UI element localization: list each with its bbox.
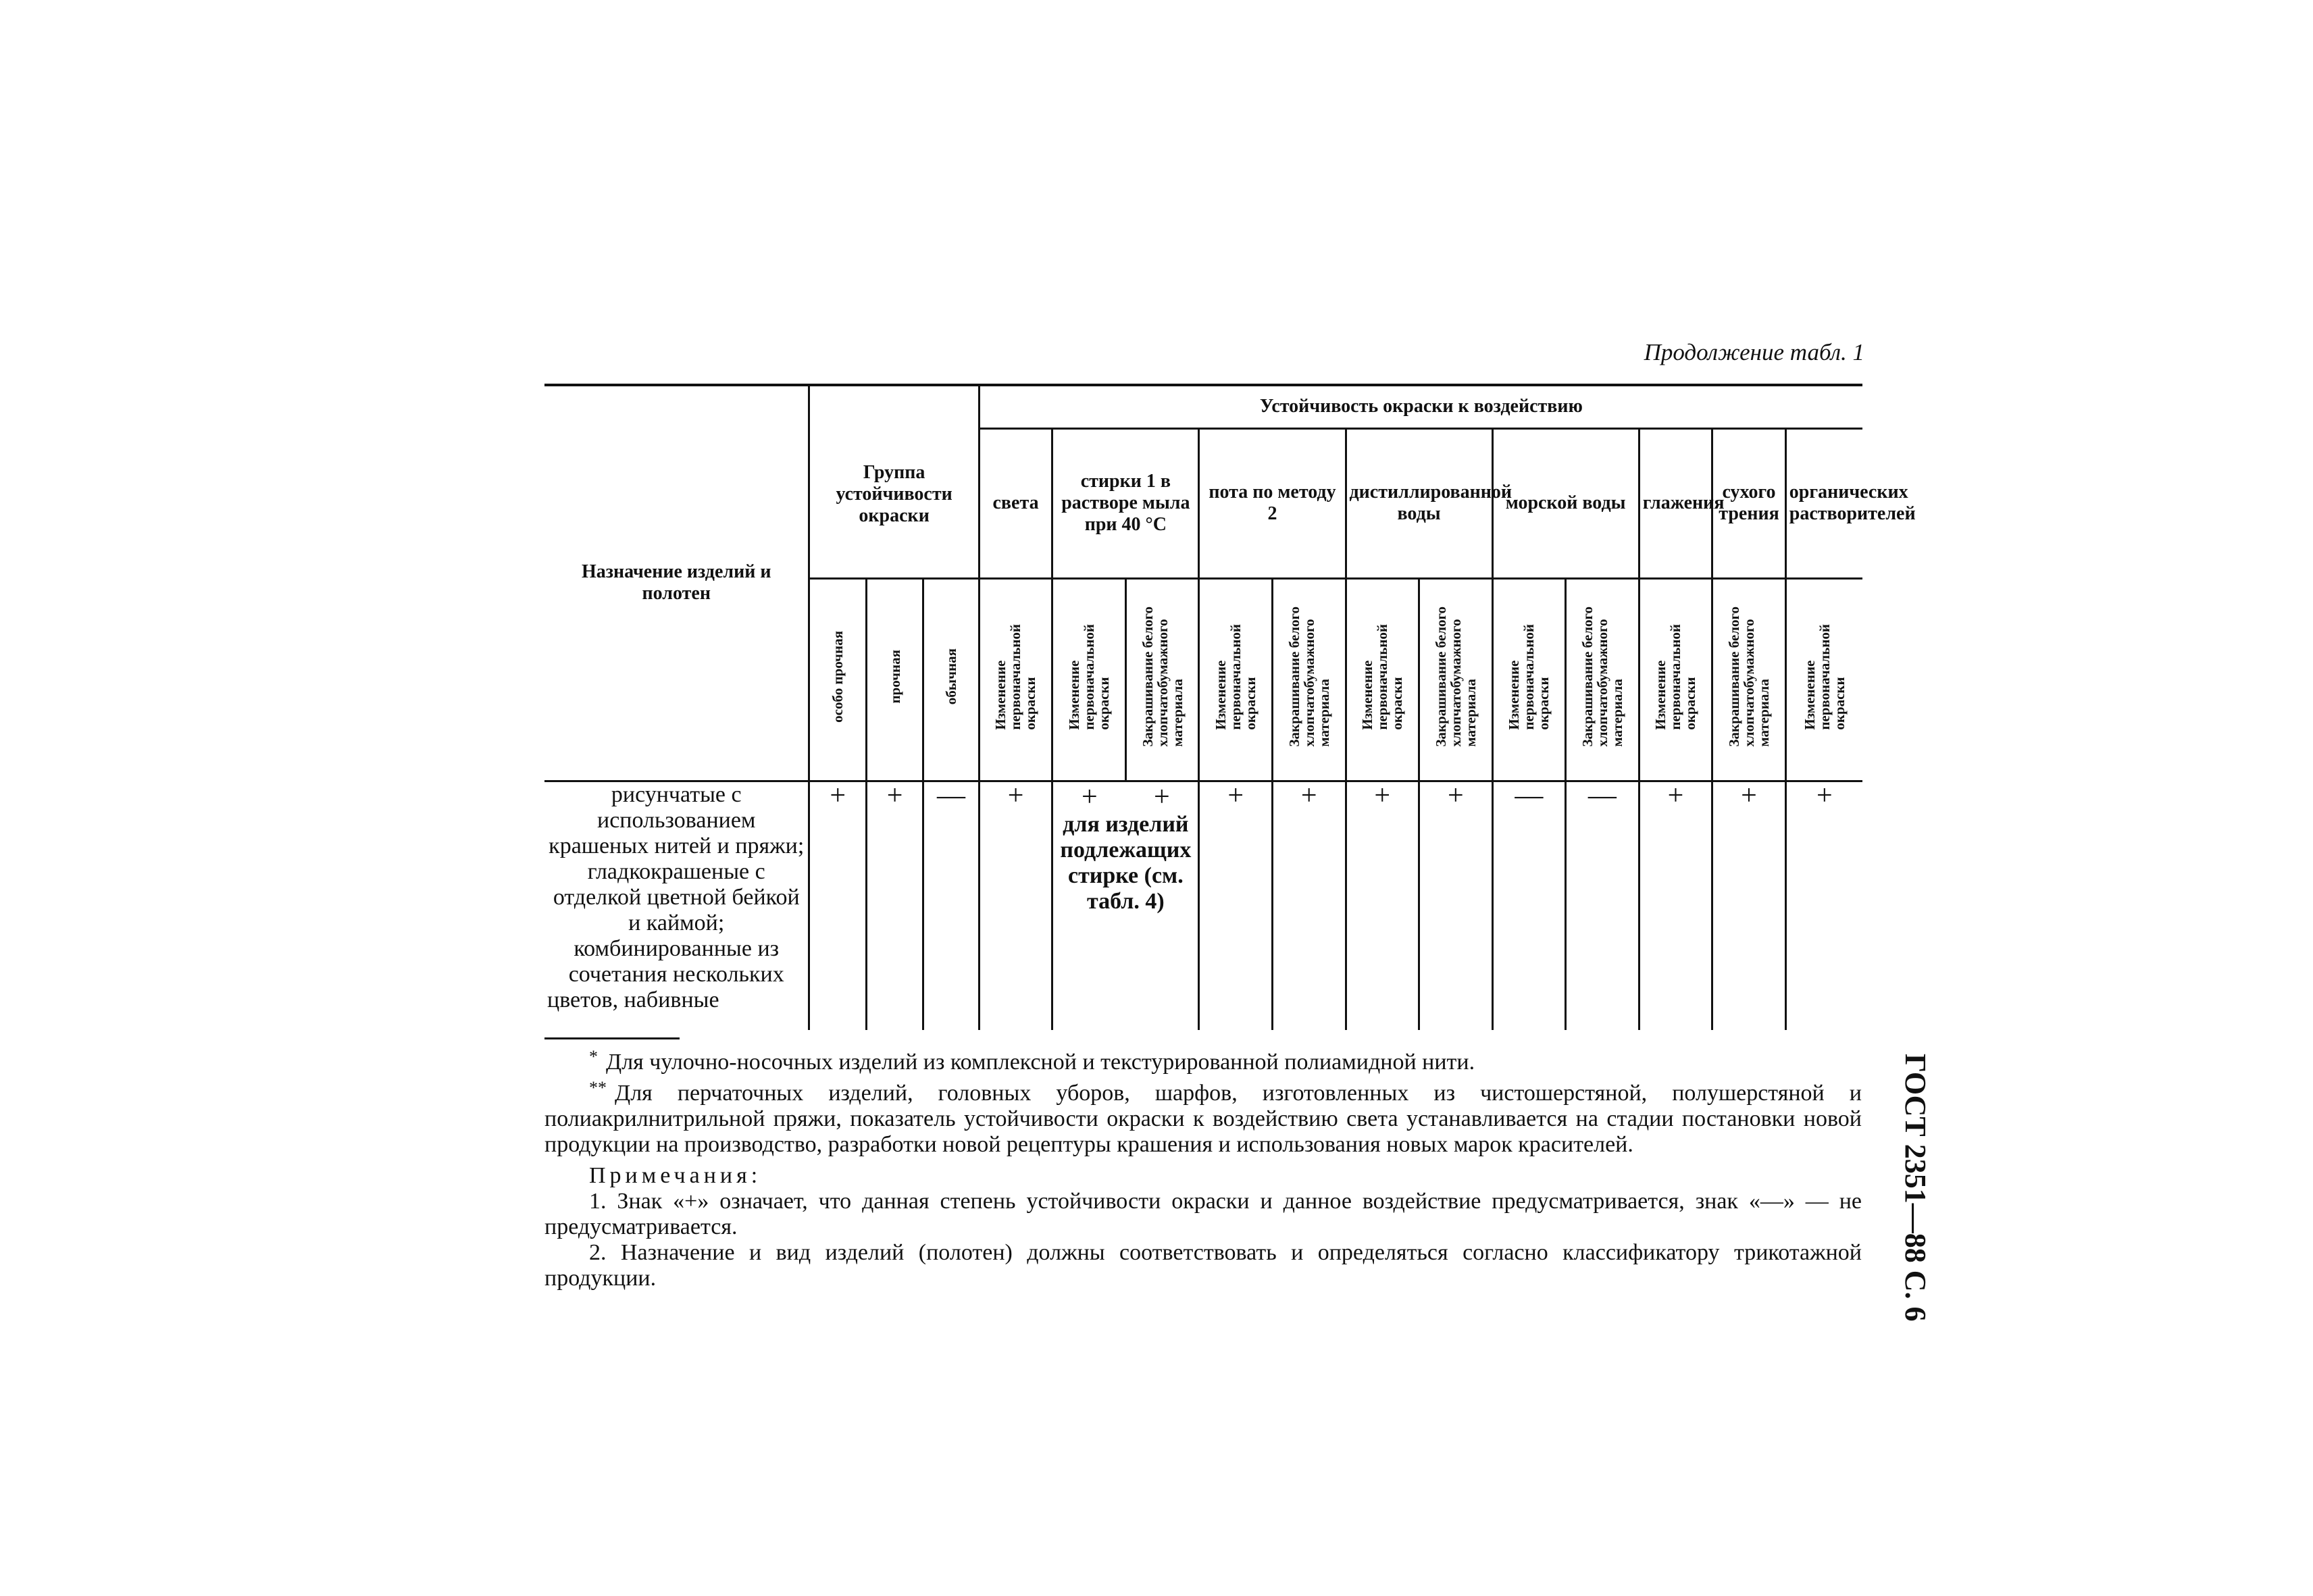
subheader-wash-stain: Закрашивание белого хлопчатобумажного материала xyxy=(1125,578,1199,781)
cell-distilled-stain: + xyxy=(1419,781,1493,1030)
subheader-distilled-stain: Закрашивание белого хлопчатобумажного материала xyxy=(1419,578,1493,781)
continuation-label: Продолжение табл. 1 xyxy=(1644,339,1864,365)
cell-wash-change: + xyxy=(1081,781,1098,813)
subheader-sweat-change: Изменение первоначальной окраски xyxy=(1199,578,1273,781)
notes-title: Примечания: xyxy=(589,1163,762,1188)
subheader-strong: прочная xyxy=(866,578,923,781)
header-solvents: органических растворителей xyxy=(1785,428,1862,578)
wash-signs xyxy=(1053,781,1198,813)
cell-sea-stain: — xyxy=(1566,781,1640,1030)
note-2: 2. Назначение и вид изделий (полотен) должны соответствовать и определяться согласно классификатору трикотажной продукции. xyxy=(544,1240,1862,1291)
cell-sweat-stain: + xyxy=(1272,781,1346,1030)
cell-strong: + xyxy=(866,781,923,1030)
footnote-2 xyxy=(544,1075,1862,1158)
notes-block xyxy=(544,1044,1862,1291)
header-ironing: глажения xyxy=(1639,428,1712,578)
subheader-sea-stain: Закрашивание белого хлопчатобумажного материала xyxy=(1566,578,1640,781)
header-dry-rubbing: сухого трения xyxy=(1712,428,1786,578)
cell-distilled-change: + xyxy=(1346,781,1419,1030)
header-group: Группа устойчивости окраски xyxy=(809,385,979,578)
footnote-1-text: Для чулочно-носочных изделий из комплексной и текстурированной полиамидной нити. xyxy=(606,1050,1475,1075)
cell-extra-strong: + xyxy=(809,781,866,1030)
subheader-rubbing-stain: Закрашивание белого хлопчатобумажного материала xyxy=(1712,578,1786,781)
subheader-light-change: Изменение первоначальной окраски xyxy=(979,578,1052,781)
cell-solvents-change: + xyxy=(1785,781,1862,1030)
cell-light-change: + xyxy=(979,781,1052,1030)
footnote-2-text: Для перчаточных изделий, головных уборов, шарфов, изготовленных из чистошерстяной, полушерстяной и полиакрилнитрильной пряжи, показатель устойчивости окраски к воздействию света устанавливается на стадии постановки новой продукции на производство, разработки новой рецептуры крашения и использования новых марок красителей. xyxy=(544,1081,1862,1157)
wash-note: для изделий подлежащих стирке (см. табл. 4) xyxy=(1060,811,1192,914)
fastness-table xyxy=(544,384,1916,1030)
side-standard-label: ГОСТ 2351—88 С. 6 xyxy=(1899,1054,1932,1322)
cell-wash-stain: + xyxy=(1154,781,1170,813)
cell-rubbing-stain: + xyxy=(1712,781,1786,1030)
subheader-solvents-change: Изменение первоначальной окраски xyxy=(1785,578,1862,781)
footnote-divider xyxy=(544,1037,680,1039)
header-sea-water: морской воды xyxy=(1492,428,1639,578)
subheader-ironing-change: Изменение первоначальной окраски xyxy=(1639,578,1712,781)
subheader-ordinary: обычная xyxy=(923,578,979,781)
footnote-1 xyxy=(544,1044,1862,1075)
cell-wash xyxy=(1052,781,1199,1030)
footnote-2-mark: ** xyxy=(589,1078,607,1098)
header-wash: стирки 1 в растворе мыла при 40 °С xyxy=(1052,428,1199,578)
header-fastness: Устойчивость окраски к воздействию xyxy=(979,385,1862,428)
note-1: 1. Знак «+» означает, что данная степень устойчивости окраски и данное воздействие предусматривается, знак «—» — не предусматривается. xyxy=(544,1189,1862,1239)
header-distilled-water: дистиллированной воды xyxy=(1346,428,1492,578)
footnote-1-mark: * xyxy=(589,1047,598,1066)
header-purpose: Назначение изделий и полотен xyxy=(544,385,809,781)
subheader-sea-change: Изменение первоначальной окраски xyxy=(1492,578,1566,781)
subheader-wash-change: Изменение первоначальной окраски xyxy=(1052,578,1126,781)
row-description: рисунчатые с использованием крашеных нитей и пряжи; гладкокрашеные с отделкой цветной бейкой и каймой; комбинированные из сочетания нескольких цветов, набивные xyxy=(544,781,809,1030)
header-sweat: пота по методу 2 xyxy=(1199,428,1346,578)
cell-sea-change: — xyxy=(1492,781,1566,1030)
subheader-extra-strong: особо прочная xyxy=(809,578,866,781)
header-light: света xyxy=(979,428,1052,578)
cell-ironing-change: + xyxy=(1639,781,1712,1030)
subheader-distilled-change: Изменение первоначальной окраски xyxy=(1346,578,1419,781)
cell-ordinary: — xyxy=(923,781,979,1030)
cell-sweat-change: + xyxy=(1199,781,1273,1030)
subheader-sweat-stain: Закрашивание белого хлопчатобумажного материала xyxy=(1272,578,1346,781)
